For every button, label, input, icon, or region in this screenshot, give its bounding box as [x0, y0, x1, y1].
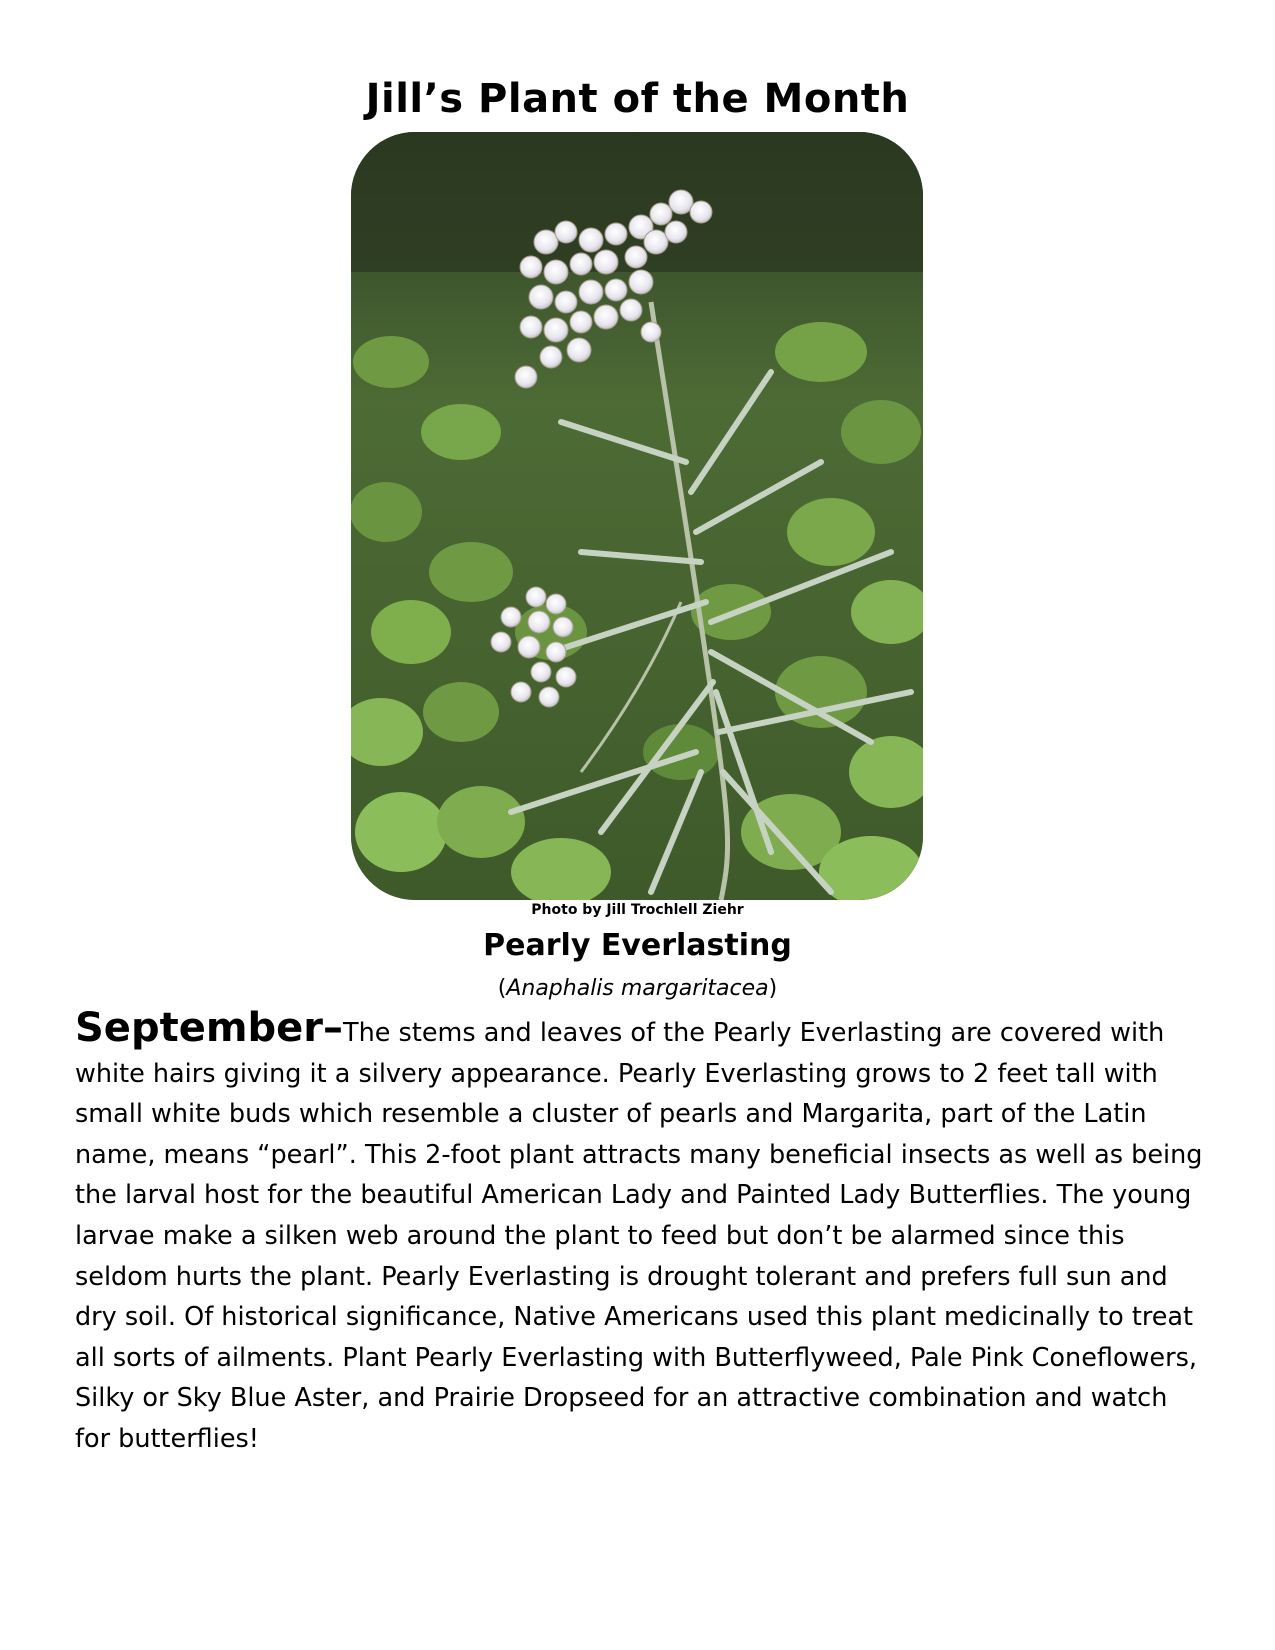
scientific-open-paren: (: [497, 976, 507, 1001]
plant-photo: [351, 132, 923, 900]
page-title: Jill’s Plant of the Month: [365, 76, 910, 122]
photo-credit: Photo by Jill Trochlell Ziehr: [531, 902, 744, 918]
article-body: [75, 1005, 1205, 1460]
scientific-name-text: Anaphalis margaritacea: [506, 976, 769, 1001]
article-text: The stems and leaves of the Pearly Everlasting are covered with white hairs giving it a silvery appearance. Pearly Everlasting grows to 2 feet tall with small white buds which resemble a cluster of pearls and Margarita, part of the Latin name, means “pearl”. This 2-foot plant attracts many beneficial insects as well as being the larval host for the beautiful American Lady and Painted Lady Butterflies. The young larvae make a silken web around the plant to feed but don’t be alarmed since this seldom hurts the plant. Pearly Everlasting is drought tolerant and prefers full sun and dry soil. Of historical significance, Native Americans used this plant medicinally to treat all sorts of ailments. Plant Pearly Everlasting with Butterflyweed, Pale Pink Coneflowers, Silky or Sky Blue Aster, and Prairie Dropseed for an attractive combination and watch for butterflies!: [75, 1018, 1203, 1454]
scientific-close-paren: ): [768, 976, 778, 1001]
article-dash: –: [323, 1005, 343, 1051]
plant-common-name: Pearly Everlasting: [483, 928, 792, 963]
article-month: September: [75, 1005, 323, 1051]
plant-scientific-name: [0, 976, 1275, 1001]
